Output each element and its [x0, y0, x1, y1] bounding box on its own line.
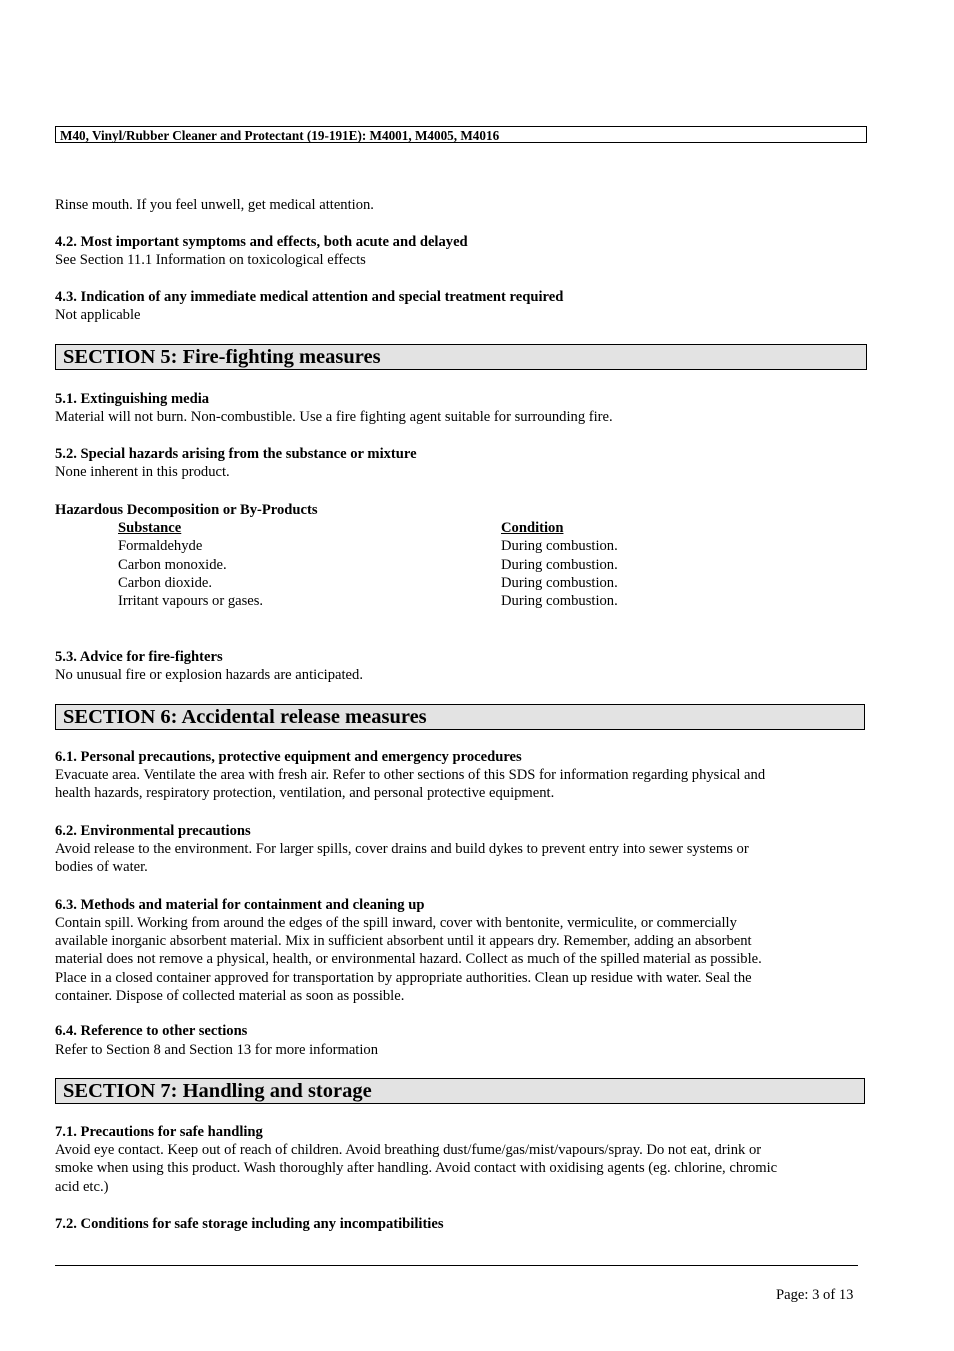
condition-cell: During combustion. [501, 557, 618, 573]
document-header: M40, Vinyl/Rubber Cleaner and Protectant (19-191E): M4001, M4005, M4016 [55, 126, 867, 143]
text-7-1-line: acid etc.) [55, 1179, 109, 1195]
text-6-3-line: Contain spill. Working from around the edges of the spill inward, cover with bentonite, vermiculite, or commercially [55, 915, 737, 931]
text-6-3-line: Place in a closed container approved for transportation by appropriate authorities. Clean up residue with water. Seal the [55, 970, 752, 986]
column-header-condition: Condition [501, 520, 564, 536]
text-5-3: No unusual fire or explosion hazards are anticipated. [55, 667, 363, 683]
section-5-title: SECTION 5: Fire-fighting measures [55, 344, 867, 370]
text-4-3: Not applicable [55, 307, 141, 323]
substance-cell: Irritant vapours or gases. [118, 593, 264, 609]
heading-5-1: 5.1. Extinguishing media [55, 391, 210, 407]
first-aid-text: Rinse mouth. If you feel unwell, get medical attention. [55, 197, 374, 213]
text-6-1-line: health hazards, respiratory protection, ventilation, and personal protective equipment. [55, 785, 555, 801]
text-6-4: Refer to Section 8 and Section 13 for more information [55, 1042, 379, 1058]
substance-cell: Carbon dioxide. [118, 575, 213, 591]
heading-6-1: 6.1. Personal precautions, protective equipment and emergency procedures [55, 749, 522, 765]
text-4-2: See Section 11.1 Information on toxicological effects [55, 252, 366, 268]
substance-cell: Carbon monoxide. [118, 557, 227, 573]
heading-6-2: 6.2. Environmental precautions [55, 823, 251, 839]
text-7-1-line: Avoid eye contact. Keep out of reach of children. Avoid breathing dust/fume/gas/mist/vapours/spray. Do not eat, drink or [55, 1142, 762, 1158]
text-5-1: Material will not burn. Non-combustible. Use a fire fighting agent suitable for surrounding fire. [55, 409, 613, 425]
text-6-3-line: available inorganic absorbent material. Mix in sufficient absorbent until it appears dry. Remember, adding an absorbent [55, 933, 752, 949]
heading-4-3: 4.3. Indication of any immediate medical attention and special treatment required [55, 289, 564, 305]
column-header-substance: Substance [118, 520, 182, 536]
heading-6-4: 6.4. Reference to other sections [55, 1023, 248, 1039]
text-7-1-line: smoke when using this product. Wash thoroughly after handling. Avoid contact with oxidising agents (eg. chlorine, chromic [55, 1160, 778, 1176]
text-6-2-line: bodies of water. [55, 859, 148, 875]
condition-cell: During combustion. [501, 575, 618, 591]
section-6-title: SECTION 6: Accidental release measures [55, 704, 865, 730]
heading-6-3: 6.3. Methods and material for containment and cleaning up [55, 897, 425, 913]
text-5-2: None inherent in this product. [55, 464, 230, 480]
text-6-1-line: Evacuate area. Ventilate the area with fresh air. Refer to other sections of this SDS for information regarding physical and [55, 767, 766, 783]
hazard-table-heading: Hazardous Decomposition or By-Products [55, 502, 318, 518]
condition-cell: During combustion. [501, 593, 618, 609]
text-6-3-line: material does not remove a physical, health, or environmental hazard. Collect as much of the spilled material as possible. [55, 951, 762, 967]
page-number: Page: 3 of 13 [776, 1287, 854, 1303]
section-7-title: SECTION 7: Handling and storage [55, 1078, 865, 1104]
footer-rule [55, 1265, 858, 1266]
heading-7-1: 7.1. Precautions for safe handling [55, 1124, 263, 1140]
heading-5-2: 5.2. Special hazards arising from the substance or mixture [55, 446, 417, 462]
text-6-2-line: Avoid release to the environment. For larger spills, cover drains and build dykes to prevent entry into sewer systems or [55, 841, 749, 857]
substance-cell: Formaldehyde [118, 538, 203, 554]
heading-5-3: 5.3. Advice for fire-fighters [55, 649, 223, 665]
heading-4-2: 4.2. Most important symptoms and effects, both acute and delayed [55, 234, 468, 250]
text-6-3-line: container. Dispose of collected material as soon as possible. [55, 988, 405, 1004]
condition-cell: During combustion. [501, 538, 618, 554]
heading-7-2: 7.2. Conditions for safe storage including any incompatibilities [55, 1216, 444, 1232]
